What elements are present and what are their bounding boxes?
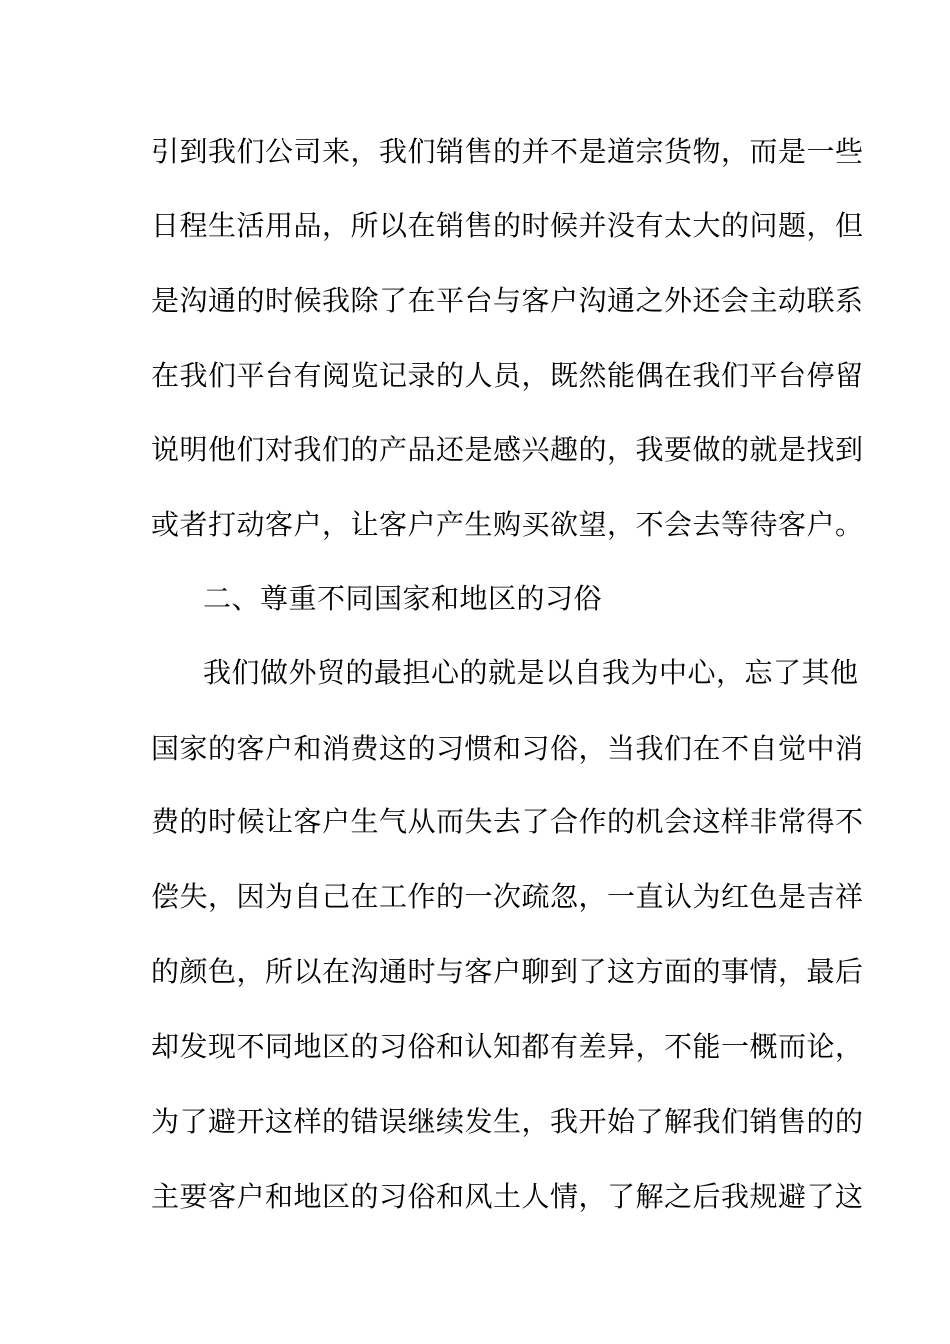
paragraph-2-line-5: 的颜色，所以在沟通时与客户聊到了这方面的事情，最后 [151,955,864,988]
paragraph-2-line-8: 主要客户和地区的习俗和风土人情，了解之后我规避了这 [151,1180,864,1213]
paragraph-1-line-4: 在我们平台有阅览记录的人员，既然能偶在我们平台停留 [151,359,864,392]
paragraph-2-line-6: 却发现不同地区的习俗和认知都有差异，不能一概而论， [151,1030,864,1063]
paragraph-1-line-2: 日程生活用品，所以在销售的时候并没有太大的问题，但 [151,209,864,242]
paragraph-2-line-3: 费的时候让客户生气从而失去了合作的机会这样非常得不 [151,805,864,838]
section-heading: 二、尊重不同国家和地区的习俗 [203,582,603,615]
paragraph-1-line-3: 是沟通的时候我除了在平台与客户沟通之外还会主动联系 [151,284,864,317]
paragraph-2-line-4: 偿失，因为自己在工作的一次疏忽，一直认为红色是吉祥 [151,880,864,913]
paragraph-2-line-2: 国家的客户和消费这的习惯和习俗，当我们在不自觉中消 [151,732,864,765]
paragraph-1-line-6: 或者打动客户，让客户产生购买欲望，不会去等待客户。 [151,508,864,541]
paragraph-1-line-5: 说明他们对我们的产品还是感兴趣的，我要做的就是找到 [151,433,864,466]
paragraph-2-line-7: 为了避开这样的错误继续发生，我开始了解我们销售的的 [151,1105,864,1138]
paragraph-1-line-1: 引到我们公司来，我们销售的并不是道宗货物，而是一些 [151,135,864,168]
paragraph-2-line-1: 我们做外贸的最担心的就是以自我为中心，忘了其他 [203,656,859,689]
